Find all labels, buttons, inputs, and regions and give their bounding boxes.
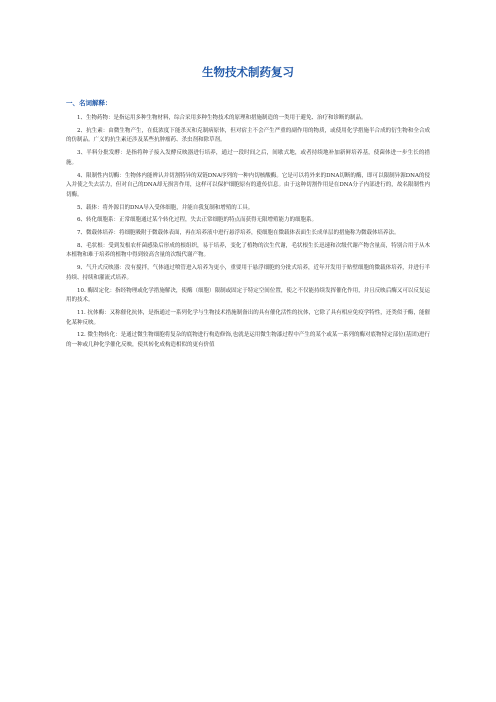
paragraph: 7、微载体培养：将细胞吸附于微载体表面，再在培养液中进行悬浮培养，使细胞在微载体表面生长成单层的措施称为微载体培养法。 [77,230,400,237]
document-body [66,114,430,354]
paragraph: 12. 微生物转化：是通过微生物细胞将复杂的底物进行构造修饰,也就是运用微生物漆过程中产生的某个或某一系列的酶对底物特定部位(基团)进行的一种或几种化学催化反映，使其转化成构造相似的更有价值 [66,332,430,348]
document-title: 生物技术制药复习 [202,65,294,79]
paragraph: 2、抗生素：由微生物产生，在低浓度下能杀灭和克制病原体，但对宿主不会产生严重的副作用的物质，或使用化学措施半合成的衍生物和全合成的仿制品。广义的抗生素还涉及某些抗肿瘤药、杀虫剂和除草剂。 [66,127,430,144]
paragraph: 3、半料分批发酵：是指将种子接入发酵反映器进行培养，通过一段时间之后，间歇式地，或者持续地补加新鲜培养基，使菌体进一步生长的措施。 [66,150,430,166]
paragraph: 4、限制性内切酶：生物体内能辨认并切割特异的双链DNA序列的一种内切核酸酶。它是可以将外来的DNA切断的酶，即可以限制异源DNA的侵入并使之失去活力，但对自己的DNA却无损害作用，这样可以保护细胞原有的遗传信息。由于这种切割作用是在DNA分子内部进行的，故名限制性内切酶。 [66,172,430,198]
paragraph: 8、毛状根：受到发根农杆菌感染后形成的根组织，易于培养，变化了植物的次生代谢，毛状根生长迅速和次级代谢产物含量高，特别合用于从木本植物和难于培养的植物中得到较高含量的次级代谢产物。 [66,242,430,259]
paragraph: 5、载体：将外源目的DNA导入受体细胞，并能自我复制和增殖的工具。 [77,204,254,211]
paragraph: 11. 抗体酶：又称催化抗体，是指通过一系列化学与生物技术措施制备出的具有催化活性的抗体，它除了具有相应免疫学特性，还类似于酶，能催化某种反映。 [66,309,430,326]
paragraph: 9、气升式反映器：没有搅拌，气体通过喷管进入培养为更小，重要用于悬浮细胞的分批式培养，近年开发用于贴壁细胞的微载体培养，并进行半持续、持续和灌流式培养。 [66,265,430,281]
section-heading: 一、名词解释： [66,99,112,107]
paragraph: 6、转化细胞系：正常细胞通过某个转化过程，失去正常细胞的特点而获得无限增殖能力的细胞系。 [77,217,318,224]
paragraph: 10. 酶固定化：指经物理或化学措施解决，使酶（细胞）限制或固定于特定空间位置，使之不仅能持续发挥催化作用，并且反映后酶又可以反复运用的技术。 [66,287,430,304]
paragraph: 1、生物药物：是指运用多种生物材料，综合采用多种生物技术的原理和措施制造的一类用于避免、治疗和诊断的制品。 [77,115,367,121]
